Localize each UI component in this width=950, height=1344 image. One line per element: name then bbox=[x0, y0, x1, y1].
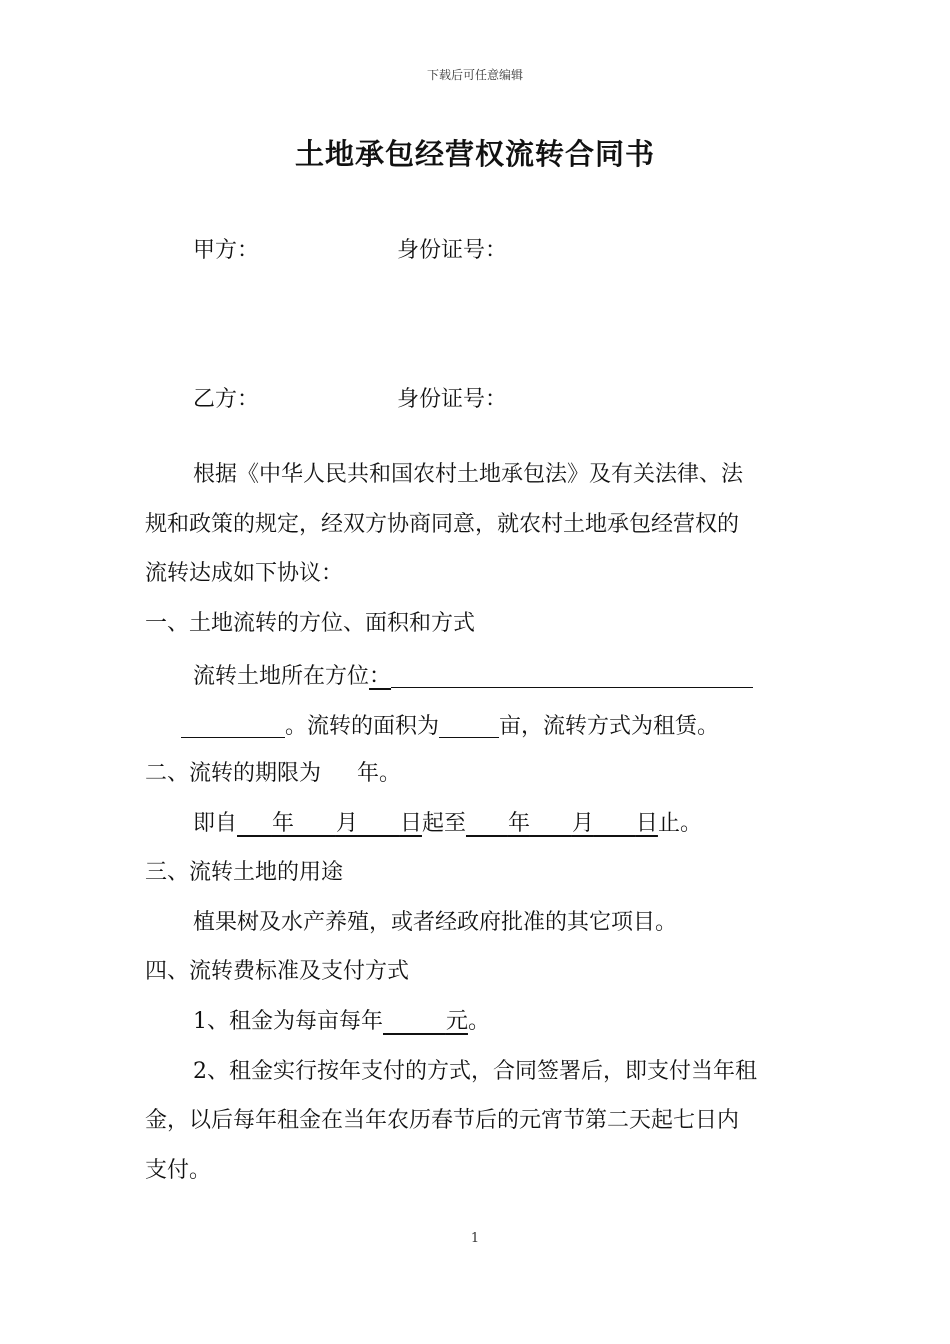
header-note: 下载后可任意编辑 bbox=[426, 68, 523, 82]
start-month: 月 bbox=[335, 811, 358, 836]
section-4-heading: 四、流转费标准及支付方式 bbox=[145, 959, 410, 984]
end-date-blank bbox=[466, 811, 658, 836]
end-year: 年 bbox=[507, 811, 530, 836]
party-a-label: 甲方： bbox=[193, 238, 260, 263]
section-2-heading bbox=[145, 763, 401, 785]
end-day: 日 bbox=[635, 811, 658, 836]
end-label: 止。 bbox=[657, 811, 702, 836]
area-line bbox=[181, 713, 719, 738]
area-blank bbox=[439, 713, 499, 738]
intro-line-2: 规和政策的规定，经双方协商同意，就农村土地承包经营权的 bbox=[145, 512, 740, 537]
rent-unit: 元 bbox=[445, 1009, 468, 1034]
document-title: 土地承包经营权流转合同书 bbox=[294, 137, 655, 171]
page-number: 1 bbox=[470, 1231, 480, 1246]
end-month: 月 bbox=[571, 811, 594, 836]
section-3-heading: 三、流转土地的用途 bbox=[145, 860, 344, 885]
party-b-label: 乙方： bbox=[193, 387, 260, 412]
intro-line-1: 根据《中华人民共和国农村土地承包法》及有关法律、法 bbox=[193, 462, 744, 487]
start-date-blank bbox=[237, 811, 422, 836]
rent-item-2-line-2: 金，以后每年租金在当年农历春节后的元宵节第二天起七日内 bbox=[145, 1108, 740, 1133]
rent-item-1-prefix: 1、租金为每亩每年 bbox=[193, 1009, 383, 1034]
term-prefix: 二、流转的期限为 bbox=[145, 761, 322, 786]
term-suffix: 年。 bbox=[357, 761, 402, 786]
rent-item-2-line-3: 支付。 bbox=[145, 1158, 212, 1183]
rent-item-1-end: 。 bbox=[467, 1009, 490, 1034]
rent-amount-blank bbox=[383, 1009, 468, 1034]
party-b-id-label: 身份证号： bbox=[397, 387, 508, 412]
location-label: 流转土地所在方位 bbox=[193, 664, 370, 689]
from-label: 即自 bbox=[193, 811, 238, 836]
intro-line-3: 流转达成如下协议： bbox=[145, 561, 344, 586]
term-dates-line bbox=[193, 813, 702, 835]
section-1-heading: 一、土地流转的方位、面积和方式 bbox=[145, 611, 476, 636]
location-blank bbox=[391, 663, 753, 688]
start-year: 年 bbox=[271, 811, 294, 836]
rent-item-2-line-1: 2、租金实行按年支付的方式，合同签署后，即支付当年租 bbox=[193, 1059, 757, 1084]
section-3-body: 植果树及水产养殖，或者经政府批准的其它项目。 bbox=[193, 910, 678, 935]
rent-item-1 bbox=[193, 1011, 490, 1033]
party-a-id-label: 身份证号： bbox=[397, 238, 508, 263]
start-day: 日 bbox=[399, 811, 422, 836]
location-line bbox=[193, 663, 753, 688]
area-text: 。流转的面积为 bbox=[285, 714, 440, 739]
location-blank-continued bbox=[181, 713, 285, 738]
location-colon: ： bbox=[369, 664, 392, 689]
to-label: 起至 bbox=[421, 811, 466, 836]
area-unit-text: 亩，流转方式为租赁。 bbox=[499, 714, 720, 739]
